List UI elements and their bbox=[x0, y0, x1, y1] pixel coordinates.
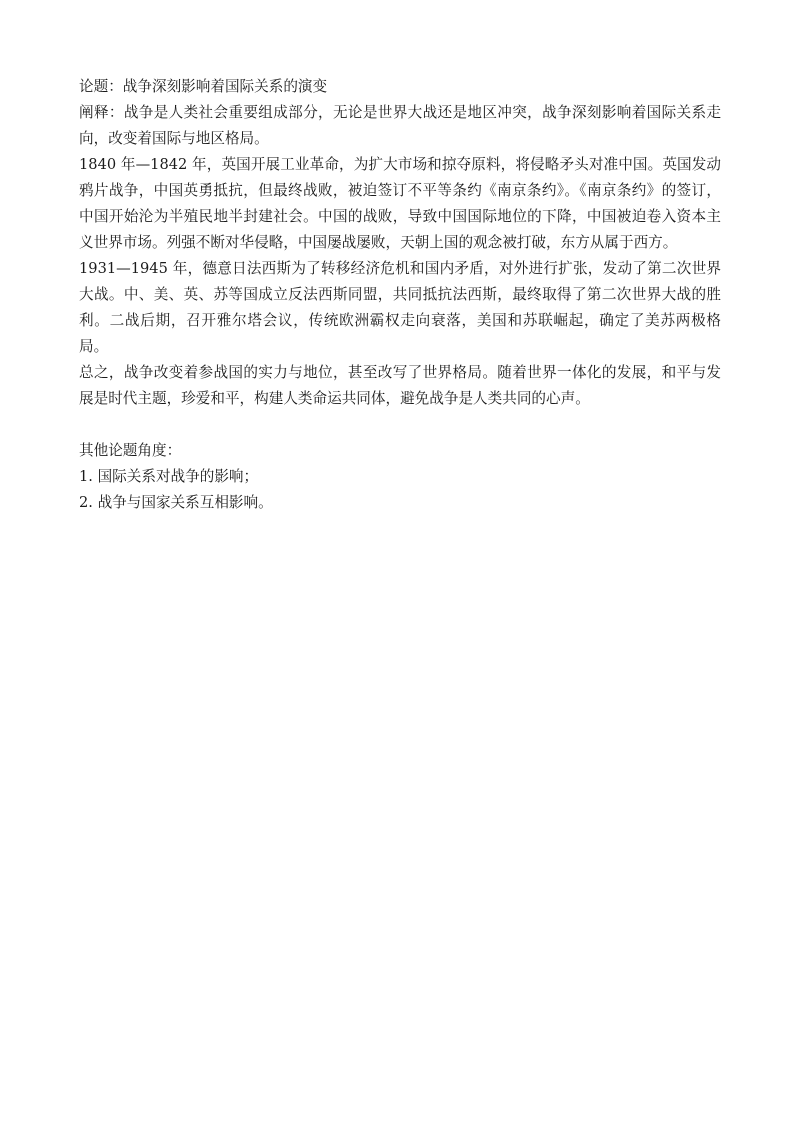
document-body bbox=[79, 74, 721, 516]
explanation-paragraph: 阐释：战争是人类社会重要组成部分，无论是世界大战还是地区冲突，战争深刻影响着国际关系走向，改变着国际与地区格局。 bbox=[79, 104, 721, 147]
spacer bbox=[79, 412, 721, 438]
opium-war-paragraph: 1840 年—1842 年，英国开展工业革命，为扩大市场和掠夺原料，将侵略矛头对准中国。英国发动鸦片战争，中国英勇抵抗，但最终战败，被迫签订不平等条约《南京条约》。《南京条约》的签订，中国开始沦为半殖民地半封建社会。中国的战败，导致中国国际地位的下降，中国被迫卷入资本主义世界市场。列强不断对华侵略，中国屡战屡败，天朝上国的观念被打破，东方从属于西方。 bbox=[79, 156, 721, 251]
other-angle-item-2: 2. 战争与国家关系互相影响。 bbox=[79, 494, 273, 511]
other-angles-heading: 其他论题角度： bbox=[79, 442, 182, 459]
conclusion-paragraph: 总之，战争改变着参战国的实力与地位，甚至改写了世界格局。随着世界一体化的发展，和平与发展是时代主题，珍爱和平，构建人类命运共同体，避免战争是人类共同的心声。 bbox=[79, 364, 721, 407]
world-war-two-paragraph: 1931—1945 年，德意日法西斯为了转移经济危机和国内矛盾，对外进行扩张，发动了第二次世界大战。中、美、英、苏等国成立反法西斯同盟，共同抵抗法西斯，最终取得了第二次世界大战的胜利。二战后期，召开雅尔塔会议，传统欧洲霸权走向衰落，美国和苏联崛起，确定了美苏两极格局。 bbox=[79, 260, 721, 355]
thesis-line: 论题：战争深刻影响着国际关系的演变 bbox=[79, 78, 328, 95]
other-angle-item-1: 1. 国际关系对战争的影响； bbox=[79, 468, 259, 485]
